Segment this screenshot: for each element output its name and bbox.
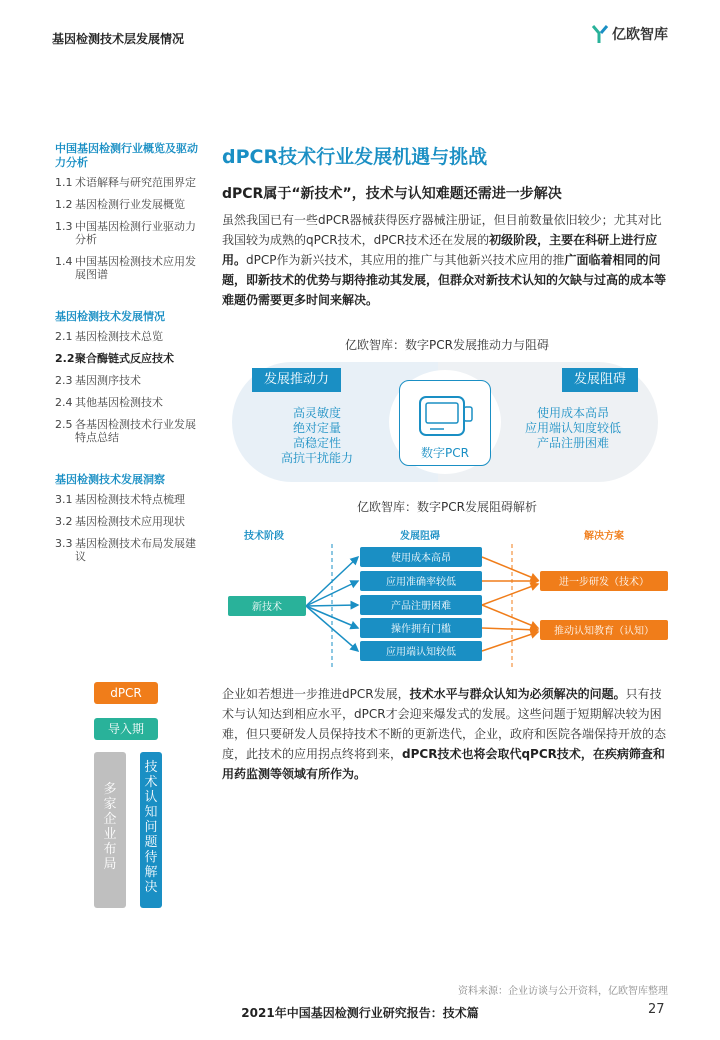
para-run-bold: dPCR技术也将会取代qPCR技术，在疾病筛查和用药监测等领域有所作为。 — [222, 747, 665, 781]
flow-arrow — [306, 605, 358, 606]
footer-report-title: 2021年中国基因检测行业研究报告：技术篇 — [241, 1006, 479, 1020]
toc-item-label: 各基因检测技术行业发展特点总结 — [75, 418, 196, 444]
driver-item: 高抗干扰能力 — [280, 451, 353, 465]
toc-item-label: 基因检测技术总览 — [75, 330, 163, 343]
figure1-obstacles-tag: 发展阻碍 — [562, 368, 638, 392]
toc-item-number: 3.3 — [55, 537, 73, 550]
toc-item-label: 基因检测技术应用现状 — [75, 515, 185, 528]
para-run: 只有技术与认知达到相应水平，dPCR才会迎来爆发式的发展。这些问题于短期解决较为困难，但只要研发人员保持技术不断的更新迭代，企业，政府和医院各端保持开放的态度，此技术的应用拐点终将到来， — [222, 687, 667, 761]
cognition-text: 技 术 认 知 问 题 待 解 决 — [144, 760, 158, 895]
toc-item[interactable] — [55, 418, 205, 444]
toc-item-number: 1.1 — [55, 176, 73, 189]
obstacle-label: 产品注册困难 — [391, 601, 451, 612]
driver-item: 高稳定性 — [292, 436, 341, 450]
source-note: 资料来源：企业访谈与公开资料，亿欧智库整理 — [458, 986, 668, 997]
toc-item[interactable] — [55, 493, 205, 506]
para-run-bold: 初级阶段，主要在科研上进行应用。 — [222, 233, 658, 267]
toc-item-label: 术语解释与研究范围界定 — [75, 176, 196, 189]
toc-item[interactable] — [55, 176, 205, 189]
toc-item-number: 2.4 — [55, 396, 73, 409]
toc-item-number: 3.1 — [55, 493, 73, 506]
toc-item[interactable] — [55, 374, 205, 387]
flow-arrow — [482, 605, 538, 628]
flow-arrow — [482, 557, 538, 580]
obstacle-label: 使用成本高昂 — [391, 553, 451, 564]
flow-arrow — [482, 628, 538, 630]
para-run: 企业如若想进一步推进dPCR发展， — [222, 687, 410, 701]
obstacle-item: 使用成本高昂 — [536, 406, 609, 420]
obstacle-label: 应用准确率较低 — [386, 577, 456, 588]
figure1-drivers-obstacles — [232, 362, 658, 482]
toc-section-title[interactable]: 中国基因检测行业概览及驱动力分析 — [55, 142, 198, 169]
toc-section-title[interactable]: 基因检测技术发展洞察 — [55, 473, 165, 486]
page-title: dPCR技术行业发展机遇与挑战 — [222, 146, 488, 168]
toc-item[interactable] — [55, 396, 205, 409]
toc-item-label: 聚合酶链式反应技术 — [75, 352, 174, 365]
toc-item-label: 其他基因检测技术 — [75, 396, 163, 409]
toc-item-active[interactable] — [55, 352, 205, 365]
figure1-drivers-tag: 发展推动力 — [252, 368, 341, 392]
toc-item-number: 2.5 — [55, 418, 73, 431]
sidebar-toc — [55, 142, 205, 572]
stage-label: 新技术 — [252, 602, 282, 613]
obstacle-label: 应用端认知较低 — [386, 647, 456, 658]
obstacle-label: 操作拥有门槛 — [391, 624, 451, 635]
driver-item: 高灵敏度 — [292, 406, 341, 420]
obstacle-item: 应用端认知度较低 — [524, 421, 621, 435]
flow-arrow — [482, 584, 538, 605]
toc-item-label: 基因检测行业发展概览 — [75, 198, 185, 211]
toc-item[interactable] — [55, 515, 205, 528]
toc-item-number: 1.2 — [55, 198, 73, 211]
toc-item-label: 中国基因检测技术应用发展图谱 — [75, 255, 196, 281]
figure1-drivers-list — [252, 406, 382, 466]
flow-arrow — [482, 632, 538, 651]
solution-label: 进一步研发（技术） — [559, 577, 649, 588]
body-paragraph-1 — [222, 210, 672, 310]
para-run: dPCP作为新兴技术，其应用的推广与其他新兴技术应用的推 — [246, 253, 565, 267]
header-section-title: 基因检测技术层发展情况 — [52, 32, 185, 46]
logo — [592, 24, 668, 44]
toc-item-label: 基因检测技术特点梳理 — [75, 493, 185, 506]
solution-label: 推动认知教育（认知） — [554, 626, 654, 637]
logo-text: 亿欧智库 — [612, 27, 668, 43]
toc-item-number: 2.3 — [55, 374, 73, 387]
enterprise-text: 多 家 企 业 布 局 — [103, 782, 117, 872]
col-header-obstacle: 发展阻碍 — [400, 531, 440, 542]
toc-item-number: 1.3 — [55, 220, 73, 233]
toc-item[interactable] — [55, 220, 205, 246]
page-subtitle: dPCR属于“新技术”，技术与认知难题还需进一步解决 — [222, 186, 562, 202]
driver-item: 绝对定量 — [292, 421, 341, 435]
figure2-obstacle-flow — [222, 524, 672, 674]
enterprise-column — [94, 752, 126, 908]
body-paragraph-2 — [222, 684, 672, 784]
stage-label: 导入期 — [94, 718, 158, 740]
toc-item-number: 1.4 — [55, 255, 73, 268]
toc-item-label: 基因检测技术布局发展建议 — [75, 537, 196, 563]
figure2-title: 亿欧智库：数字PCR发展阻碍解析 — [357, 500, 537, 514]
toc-item[interactable] — [55, 198, 205, 211]
pcr-device-icon — [400, 385, 492, 445]
toc-item-number: 2.1 — [55, 330, 73, 343]
toc-item-number: 3.2 — [55, 515, 73, 528]
toc-item[interactable] — [55, 537, 205, 563]
col-header-stage: 技术阶段 — [244, 531, 284, 542]
cognition-column — [140, 752, 162, 908]
para-run: 虽然我国已有一些dPCR器械获得医疗器械注册证，但目前数量依旧较少；尤其对比我国较为成熟的qPCR技术，dPCR技术还在发展的 — [222, 213, 662, 247]
flow-arrow — [306, 557, 358, 606]
obstacle-item: 产品注册困难 — [536, 436, 609, 450]
toc-item[interactable] — [55, 255, 205, 281]
figure1-obstacles-list — [508, 406, 638, 451]
col-header-solution: 解决方案 — [584, 531, 624, 542]
para-run-bold: 技术水平与群众认知为必须解决的问题。 — [409, 687, 626, 701]
dpcr-label: dPCR — [94, 682, 158, 704]
toc-item-label: 中国基因检测行业驱动力分析 — [75, 220, 196, 246]
toc-item-number: 2.2 — [55, 352, 75, 365]
logo-mark-icon — [592, 24, 608, 44]
page-number: 27 — [648, 1002, 665, 1017]
toc-item-label: 基因测序技术 — [75, 374, 141, 387]
dpcr-stage-diagram — [92, 680, 182, 910]
toc-section-title[interactable]: 基因检测技术发展情况 — [55, 310, 165, 323]
toc-item[interactable] — [55, 330, 205, 343]
figure1-center-label: 数字PCR — [421, 446, 469, 460]
figure1-title: 亿欧智库：数字PCR发展推动力与阻碍 — [345, 338, 549, 352]
para-run-bold: 广面临着相同的问题，即新技术的优势与期待推动其发展，但群众对新技术认知的欠缺与过高的成本等难题仍需要更多时间来解决。 — [222, 253, 667, 307]
